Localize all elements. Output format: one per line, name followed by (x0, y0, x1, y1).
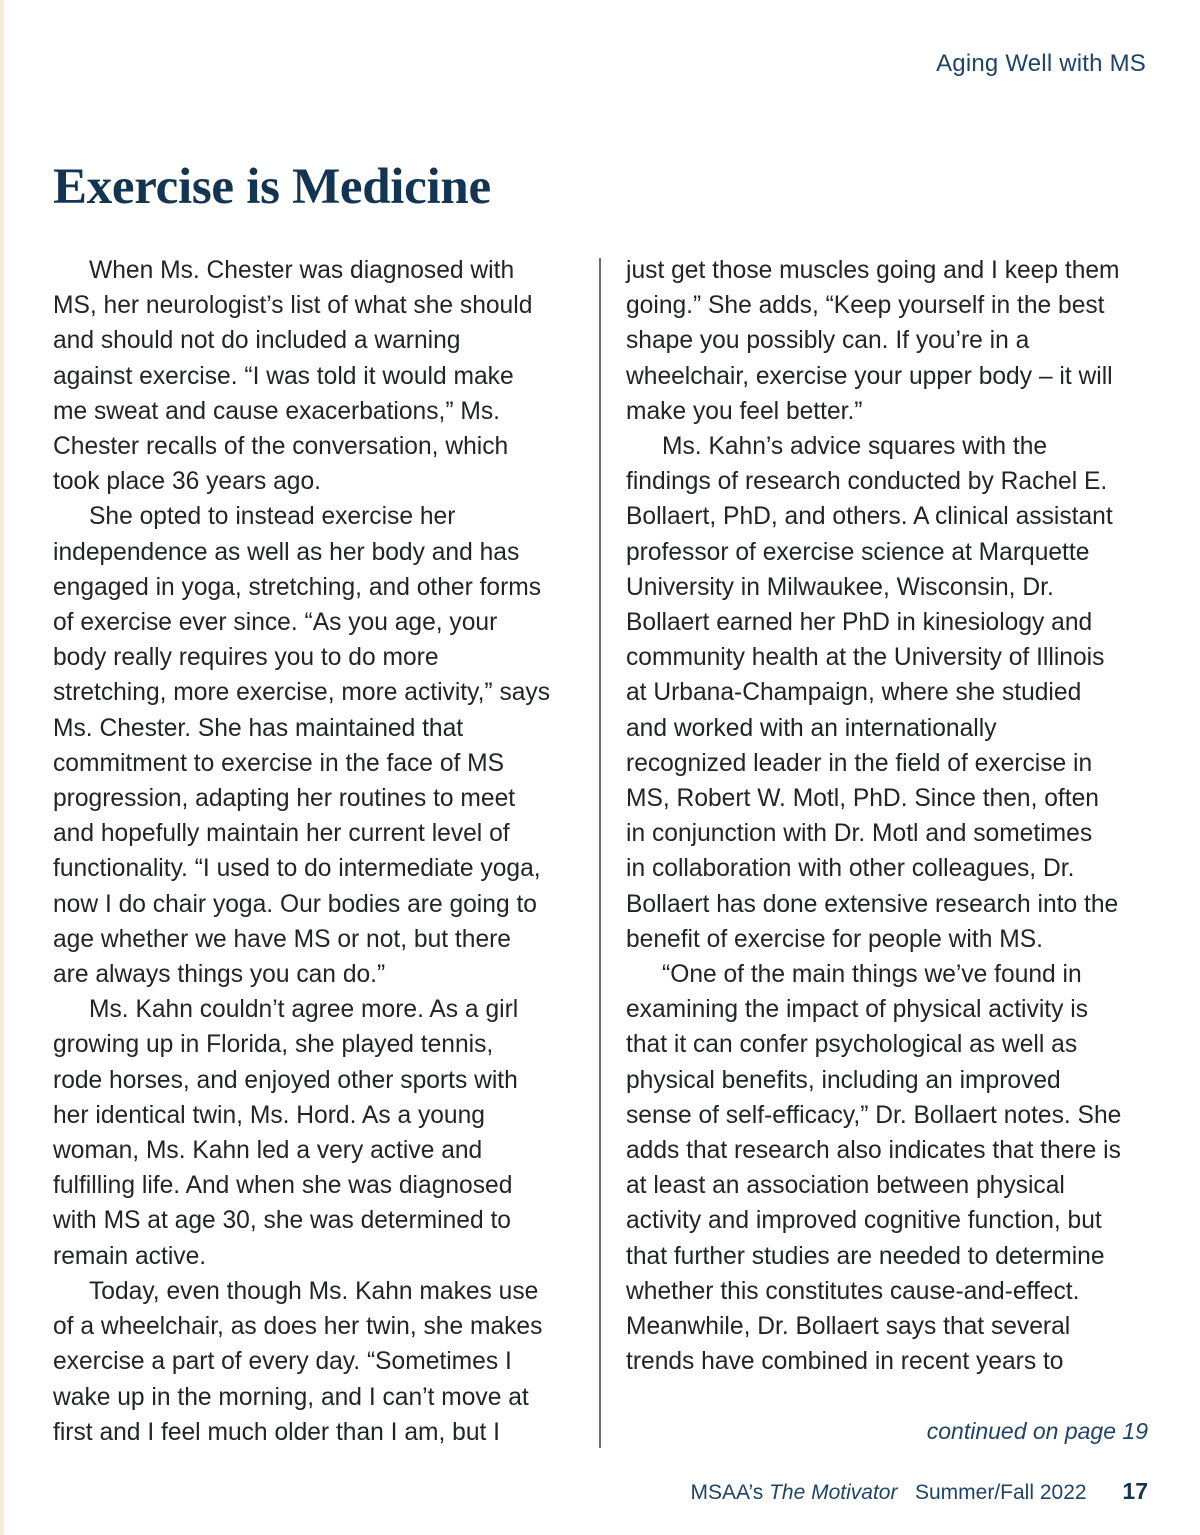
text-line: woman, Ms. Kahn led a very active and (53, 1137, 483, 1165)
text-line: with MS at age 30, she was determined to (53, 1207, 511, 1235)
text-line: wake up in the morning, and I can’t move at (53, 1383, 529, 1411)
text-line: going.” She adds, “Keep yourself in the best (626, 292, 1105, 320)
text-line: at least an association between physical (626, 1172, 1065, 1200)
paragraph-1 (53, 253, 583, 499)
text-line: me sweat and cause exacerbations,” Ms. (53, 397, 500, 425)
continued-notice: continued on page 19 (926, 1418, 1148, 1444)
text-line: her identical twin, Ms. Hord. As a young (53, 1101, 485, 1129)
text-line: exercise a part of every day. “Sometimes I (53, 1348, 512, 1376)
text-line: physical benefits, including an improved (626, 1066, 1061, 1094)
text-line: stretching, more exercise, more activity,” says (53, 679, 551, 707)
left-column (53, 253, 583, 1450)
text-line: Meanwhile, Dr. Bollaert says that several (626, 1313, 1071, 1341)
text-line: that further studies are needed to determine (626, 1242, 1105, 1270)
text-line: Ms. Kahn’s advice squares with the (662, 433, 1048, 461)
text-line: commitment to exercise in the face of MS (53, 749, 505, 777)
text-line: Ms. Chester. She has maintained that (53, 714, 464, 742)
text-line: progression, adapting her routines to meet (53, 785, 516, 813)
text-line: of exercise ever since. “As you age, your (53, 609, 498, 637)
text-line: activity and improved cognitive function, but (626, 1207, 1102, 1235)
text-line: trends have combined in recent years to (626, 1348, 1064, 1376)
page-number: 17 (1122, 1478, 1148, 1504)
text-line: She opted to instead exercise her (89, 503, 456, 531)
text-line: at Urbana-Champaign, where she studied (626, 679, 1082, 707)
text-line: of a wheelchair, as does her twin, she makes (53, 1313, 543, 1341)
text-line: rode horses, and enjoyed other sports with (53, 1066, 518, 1094)
text-line: functionality. “I used to do intermediate yoga, (53, 855, 541, 883)
text-line: MS, her neurologist’s list of what she should (53, 292, 533, 320)
text-line: Bollaert has done extensive research into the (626, 890, 1119, 918)
section-tag: Aging Well with MS (936, 50, 1146, 77)
paragraph-6 (626, 957, 1156, 1379)
text-line: Bollaert earned her PhD in kinesiology and (626, 609, 1093, 637)
paragraph-5 (626, 429, 1156, 957)
text-line: sense of self-efficacy,” Dr. Bollaert notes. She (626, 1101, 1122, 1129)
text-line: adds that research also indicates that there is (626, 1137, 1121, 1165)
text-line: whether this constitutes cause-and-effect. (626, 1277, 1080, 1305)
text-line: MS, Robert W. Motl, PhD. Since then, often (626, 785, 1099, 813)
page-left-edge (0, 0, 4, 1535)
text-line: Today, even though Ms. Kahn makes use (89, 1277, 539, 1305)
text-line: Bollaert, PhD, and others. A clinical assistant (626, 503, 1113, 531)
text-line: body really requires you to do more (53, 644, 439, 672)
paragraph-3 (53, 992, 583, 1274)
page-footer (690, 1478, 1148, 1505)
text-line: When Ms. Chester was diagnosed with (89, 257, 515, 284)
text-line: fulfilling life. And when she was diagnosed (53, 1172, 513, 1200)
text-line: and hopefully maintain her current level of (53, 820, 510, 848)
text-line: and worked with an internationally (626, 714, 997, 742)
text-line: Ms. Kahn couldn’t agree more. As a girl (89, 996, 519, 1024)
text-line: age whether we have MS or not, but there (53, 925, 511, 953)
right-column (626, 253, 1156, 1380)
text-line: just get those muscles going and I keep them (626, 257, 1120, 284)
text-line: Chester recalls of the conversation, which (53, 433, 509, 461)
text-line: engaged in yoga, stretching, and other forms (53, 573, 542, 601)
text-line: in collaboration with other colleagues, Dr. (626, 855, 1075, 883)
text-line: first and I feel much older than I am, but I (53, 1418, 501, 1446)
text-line: University in Milwaukee, Wisconsin, Dr. (626, 573, 1054, 601)
text-line: benefit of exercise for people with MS. (626, 925, 1043, 953)
paragraph-4-continued (626, 253, 1156, 429)
text-line: in conjunction with Dr. Motl and sometimes (626, 820, 1093, 848)
article-title: Exercise is Medicine (53, 159, 491, 215)
text-line: took place 36 years ago. (53, 468, 321, 496)
footer-issue: Summer/Fall 2022 (914, 1481, 1087, 1504)
text-line: growing up in Florida, she played tennis, (53, 1031, 494, 1059)
paragraph-2 (53, 499, 583, 992)
text-line: make you feel better.” (626, 397, 863, 425)
text-line: community health at the University of Illinois (626, 644, 1105, 672)
text-line: that it can confer psychological as well as (626, 1031, 1078, 1059)
text-line: and should not do included a warning (53, 327, 461, 355)
text-line: professor of exercise science at Marquette (626, 538, 1090, 566)
text-line: now I do chair yoga. Our bodies are going to (53, 890, 537, 918)
text-line: recognized leader in the field of exercise in (626, 749, 1093, 777)
footer-publication: The Motivator (769, 1481, 898, 1504)
column-divider (599, 258, 601, 1448)
text-line: examining the impact of physical activity is (626, 996, 1089, 1024)
paragraph-4 (53, 1274, 583, 1450)
text-line: “One of the main things we’ve found in (662, 961, 1082, 989)
text-line: independence as well as her body and has (53, 538, 520, 566)
footer-publisher: MSAA’s (690, 1481, 764, 1504)
text-line: are always things you can do.” (53, 961, 386, 989)
text-line: remain active. (53, 1242, 207, 1270)
text-line: findings of research conducted by Rachel E. (626, 468, 1108, 496)
text-line: shape you possibly can. If you’re in a (626, 327, 1030, 355)
text-line: wheelchair, exercise your upper body – it will (626, 362, 1113, 390)
text-line: against exercise. “I was told it would make (53, 362, 514, 390)
